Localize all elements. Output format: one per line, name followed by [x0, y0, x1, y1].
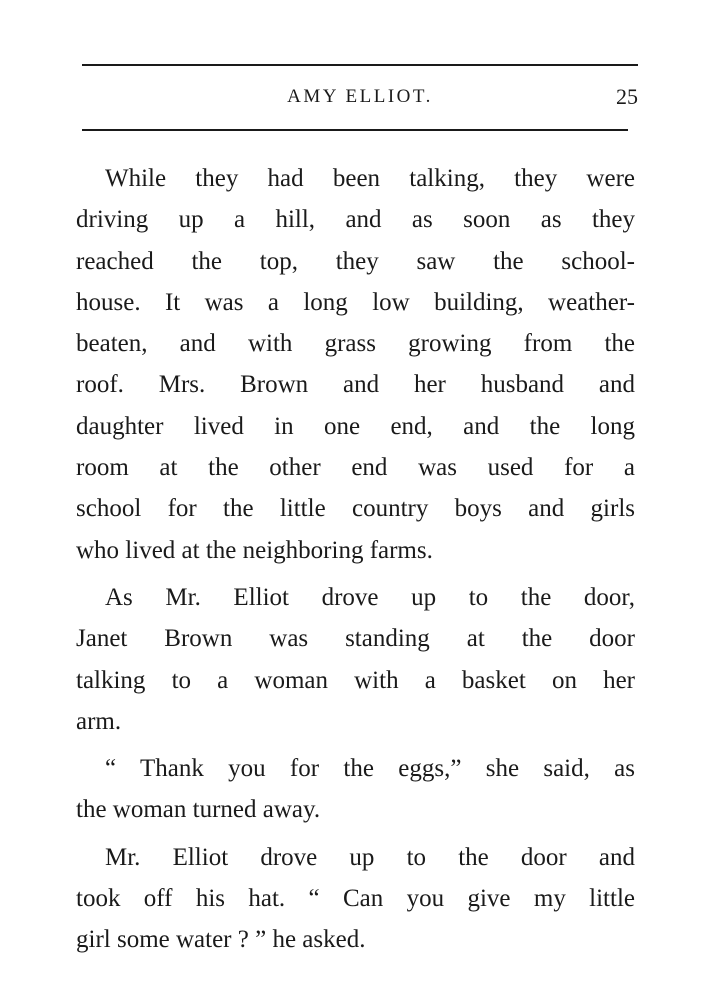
text-line: took off his hat. “ Can you give my little — [76, 885, 635, 913]
text-line: room at the other end was used for a — [76, 454, 635, 482]
text-line: reached the top, they saw the school- — [76, 247, 635, 275]
paragraph-4 — [76, 837, 635, 961]
header-top-rule — [82, 64, 638, 66]
text-line: talking to a woman with a basket on her — [76, 666, 635, 694]
text-line: school for the little country boys and girls — [76, 495, 635, 523]
paragraph-1 — [76, 158, 635, 571]
text-line: beaten, and with grass growing from the — [76, 330, 635, 358]
text-line: daughter lived in one end, and the long — [76, 412, 635, 440]
text-line: Janet Brown was standing at the door — [76, 625, 635, 653]
text-line: driving up a hill, and as soon as they — [76, 206, 635, 234]
running-header — [82, 84, 638, 116]
text-line: the woman turned away. — [76, 796, 321, 824]
text-line: roof. Mrs. Brown and her husband and — [76, 371, 635, 399]
header-bottom-rule — [82, 129, 628, 131]
text-line: girl some water ? ” he asked. — [76, 926, 366, 954]
text-line: While they had been talking, they were — [105, 165, 635, 192]
paragraph-3 — [76, 748, 635, 831]
text-line: As Mr. Elliot drove up to the door, — [105, 583, 635, 611]
text-line: Mr. Elliot drove up to the door and — [105, 843, 635, 871]
text-line: who lived at the neighboring farms. — [76, 536, 433, 564]
body-text — [76, 158, 635, 967]
text-line: arm. — [76, 707, 122, 735]
page-number: 25 — [616, 84, 638, 109]
paragraph-2 — [76, 577, 635, 742]
text-line: “ Thank you for the eggs,” she said, as — [105, 755, 635, 783]
running-title: AMY ELLIOT. — [287, 86, 433, 107]
text-line: house. It was a long low building, weather- — [76, 288, 635, 316]
